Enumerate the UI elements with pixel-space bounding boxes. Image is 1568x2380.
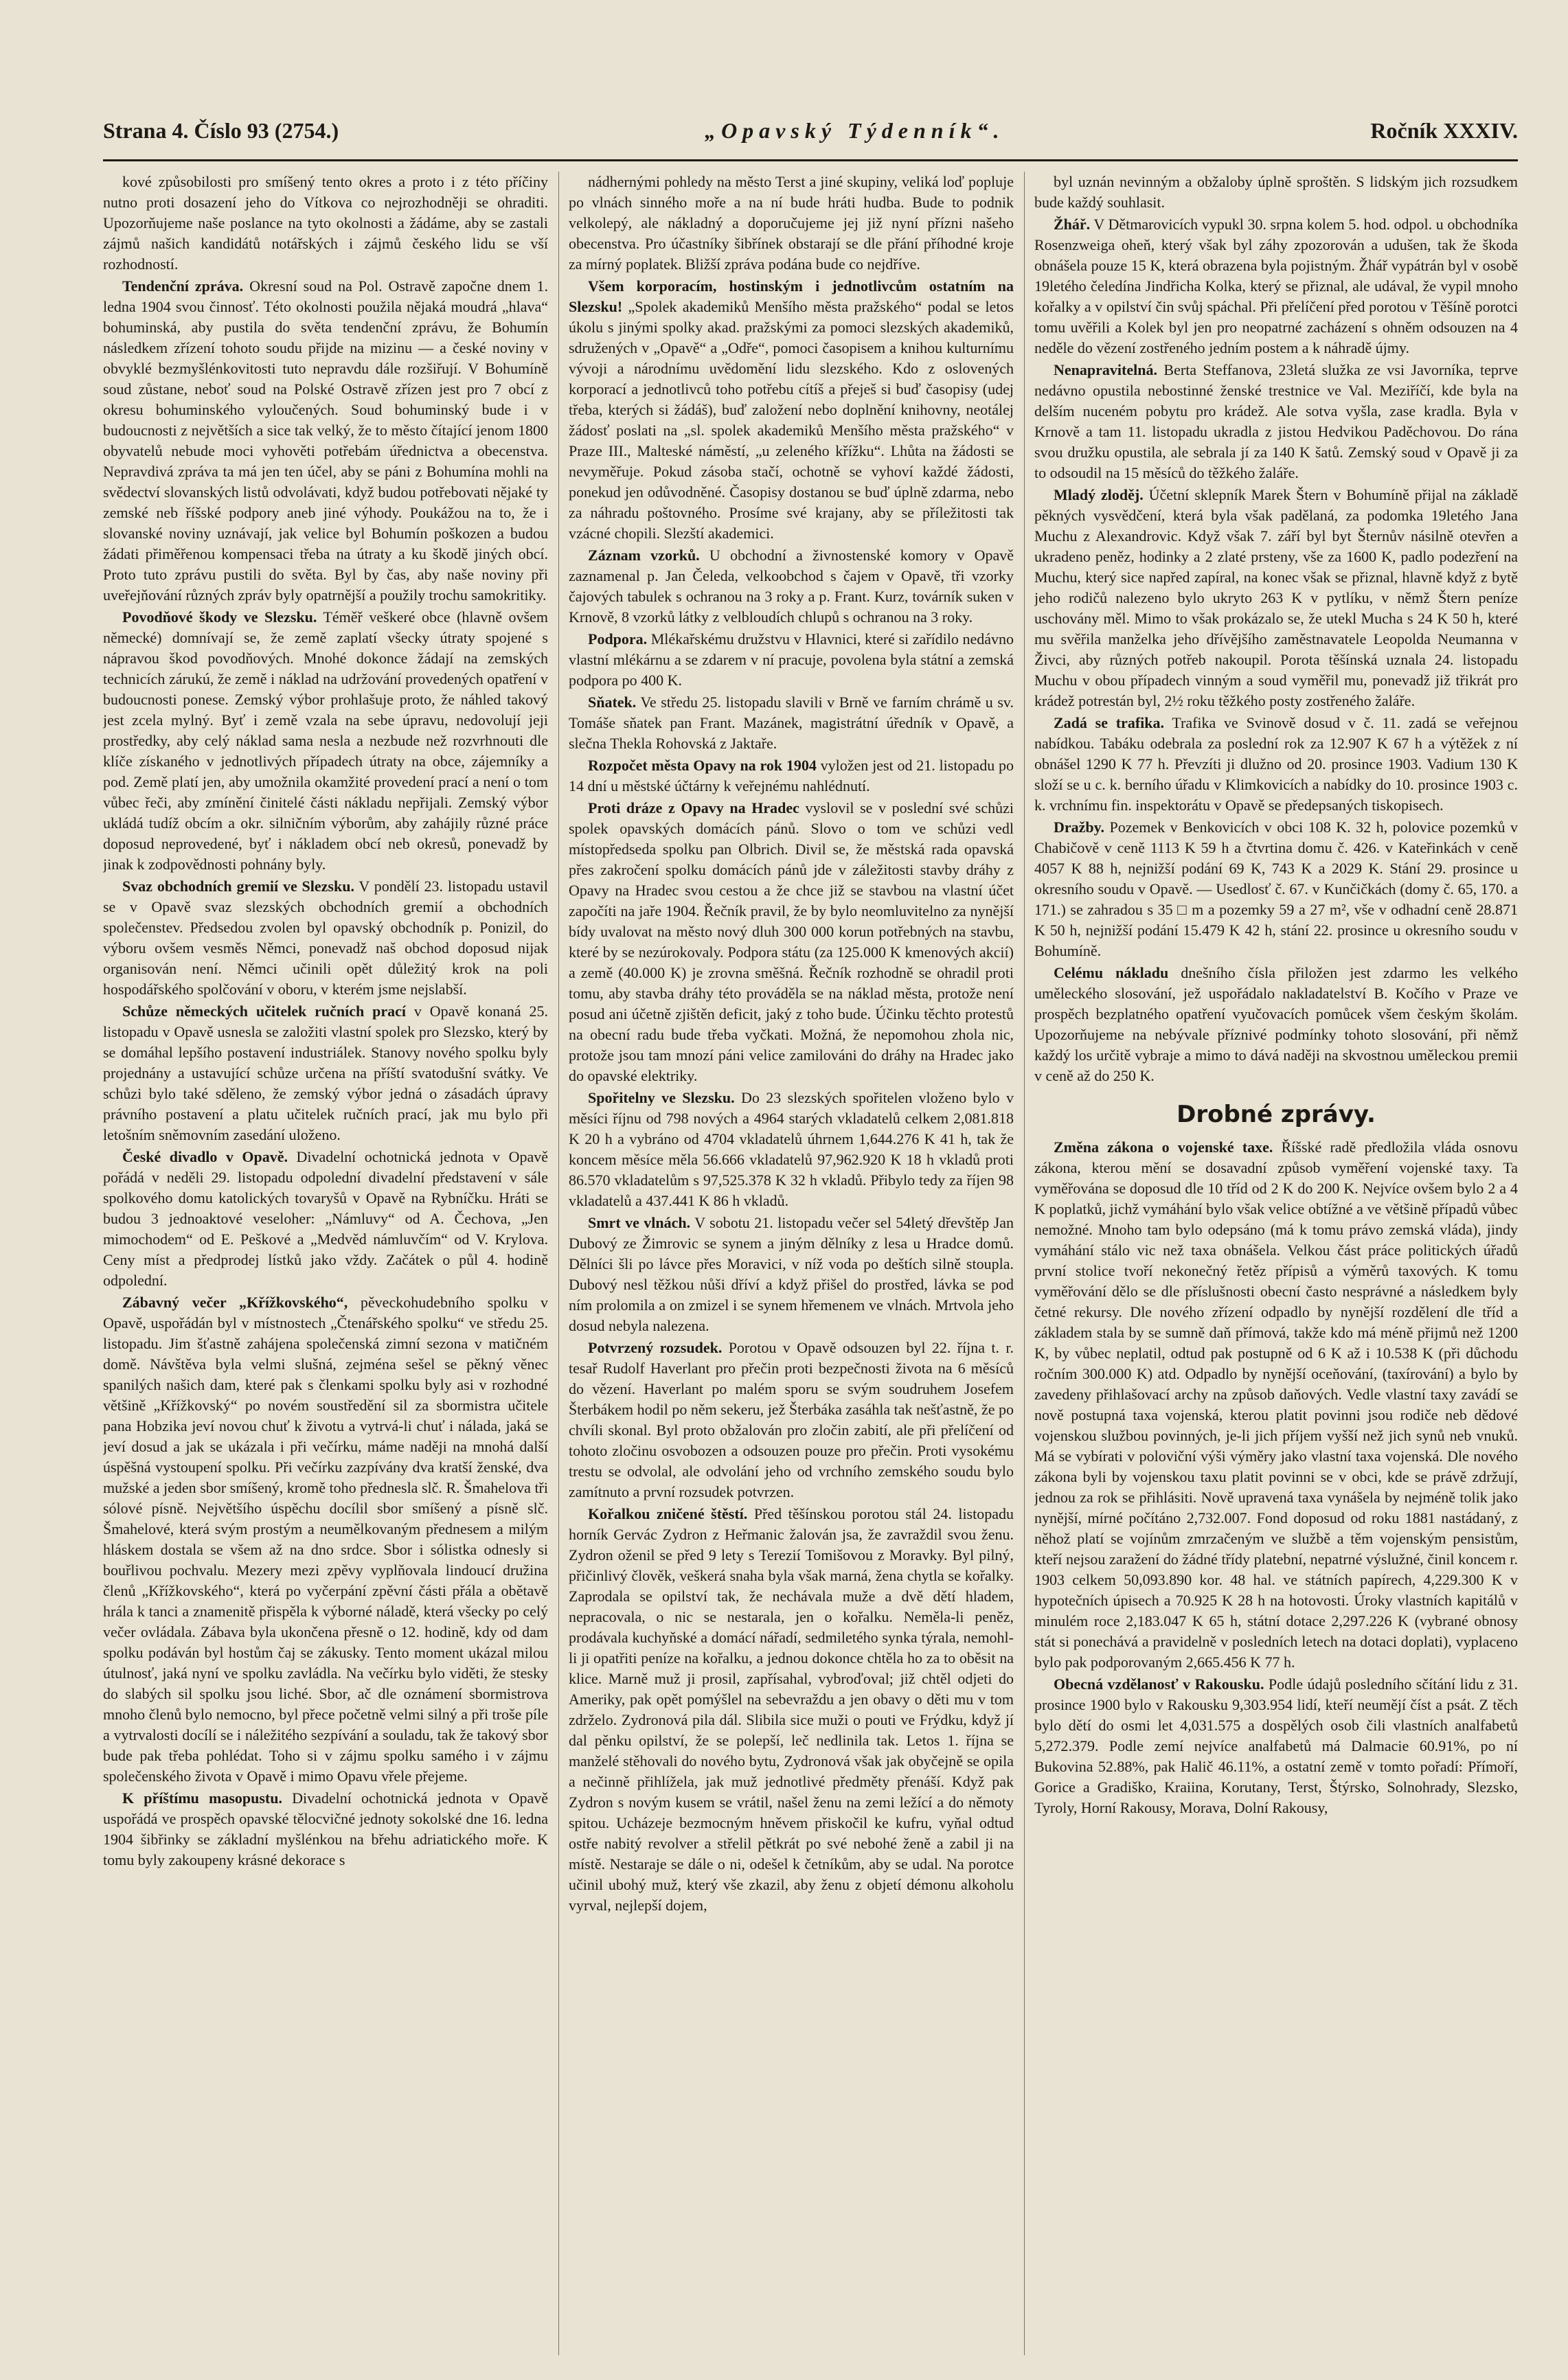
article-paragraph	[103, 172, 548, 275]
column-3-articles	[1034, 172, 1518, 1086]
article-text: Divadelní ochotnická jednota v Opavě uspořádá ve prospěch opavské tělocvičné jednoty sokolské dne 16. ledna 1904 šibřinky se základní myšlénkou na břehu adriatického moře. K tomu byly zakoupeny krásné dekorace s	[103, 1789, 548, 1868]
article-paragraph	[103, 1147, 548, 1291]
article-paragraph	[569, 276, 1014, 544]
page-header	[103, 110, 1518, 151]
article-paragraph	[569, 1504, 1014, 1916]
article-heading: Mladý zloděj.	[1054, 486, 1144, 503]
section-title: Drobné zprávy.	[1177, 1101, 1376, 1128]
article-paragraph	[103, 276, 548, 606]
article-paragraph	[569, 755, 1014, 797]
article-paragraph	[569, 545, 1014, 628]
article-paragraph	[1034, 360, 1518, 483]
column-separator	[558, 172, 559, 2355]
article-text: Před těšínskou porotou stál 24. listopadu horník Gervác Zydron z Heřmanic žalován jsa, že zavraždil svou ženu. Zydron oženil se před 9 lety s Terezií Tomišovou z Moravky. Byl pilný, přičinlivý člověk, veškerá snaha byla však marná, žena chytla se kořalky. Zaprodala se opilství tak, že nechávala muže a dvě dětí hladem, nepracovala, o nic se nestarala, jen o kořalku. Neměla-li peněz, prodávala kuchyňské a domácí nářadí, sedmiletého synka týrala, nemohl-li ji opatřiti peníze na kořalku, a jednou dokonce chtěla ho za to oběsit na klice. Marně muž ji prosil, zapřísahal, vybroďoval; již chtěl odjeti do Ameriky, pak opět pomýšlel na sebevraždu a jen obavy o děti mu v tom zdrželo. Zydronová pila dál. Slibila sice muži o pouti ve Frýdku, když jí dal pěnku opilství, že se polepší, leč nedlinila tak. Letos 1. října se manželé stěhovali do nového bytu, Zydronová však jak obyčejně se opila a nečinně přihlížela, jak muž jednotlivé předměty přenáší. Když pak Zydron s novým kusem se vrátil, našel ženu na zemi ležící a do němoty spitou. Ucházeje bezmocným hněvem přiskočil ke kufru, vyňal odtud ostře nabitý revolver a střelil pětkrát po své nebohé ženě a zabil ji na místě. Nestaraje se dále o ni, odešel k četníkům, aby se udal. Na porotce učinil ubohý muž, který vše zkazil, aby ženu z objetí démonu alkoholu vyrval, nejlepší dojem,	[569, 1505, 1014, 1914]
article-heading: Spořitelny ve Slezsku.	[588, 1089, 735, 1106]
article-paragraph	[103, 607, 548, 875]
article-heading: Proti dráze z Opavy na Hradec	[588, 799, 799, 816]
article-paragraph	[1034, 1674, 1518, 1818]
article-paragraph	[569, 1088, 1014, 1211]
article-text: dnešního čísla přiložen jest zdarmo les velkého uměleckého slosování, jež uspořádalo nakladatelství B. Kočího v Praze ve prospěch bezplatného opatření vyučovacích pomůcek všem českým školám. Upozorňujeme na nebývale příznivé podmínky tohoto slosování, při němž každý los určitě vybraje a mimo to dává naději na skvostnou uměleckou premii v ceně až do 250 K.	[1034, 964, 1518, 1084]
article-text: Okresní soud na Pol. Ostravě započne dnem 1. ledna 1904 svou činnosť. Této okolnosti použila nějaká moudrá „hlava“ bohuminská, aby pustila do světa tendenční zprávu, že Bohumín následkem zřízení tohoto soudu přijde na mizinu — a české noviny v obvyklé bezmyšlénkovitosti tuto nepravdu dále rozšiřují. V Bohumíně soud zůstane, neboť soud na Polské Ostravě zřízen jest pro 7 obcí z okresu bohuminského vyloučených. Soud bohuminský bude i v budoucnosti z největších a sice tak velký, že to město čítající jenom 1800 obyvatelů nebude moci vyhověti potřebám úřednictva a obecenstva. Nepravdivá zpráva ta má jen ten účel, aby se páni z Bohumína mohli na svědectví slovanských listů odvolávati, když budou potřebovati nějaké ty zemské neb říšské podpory aneb jiné výhody. Poukážou na to, že i slovanské noviny uznávají, jak velice byl Bohumín poškozen a budou žádati přiměřenou kompensaci třeba na útraty a ku škodě jiných obcí. Proto tuto zprávu pustili do světa. Byl by čas, aby naše noviny při uveřejňování různých zpráv byly opatrnější a použily trochu samokritiky.	[103, 277, 548, 604]
article-heading: Schůze německých učitelek ručních prací	[122, 1003, 406, 1020]
article-paragraph	[1034, 214, 1518, 358]
article-paragraph	[1034, 485, 1518, 711]
article-paragraph	[103, 1001, 548, 1145]
column-separator	[1024, 172, 1025, 2355]
article-heading: Záznam vzorků.	[588, 547, 700, 564]
article-heading: Celému nákladu	[1054, 964, 1169, 981]
column-2	[569, 172, 1014, 2355]
article-text: V Dětmarovicích vypukl 30. srpna kolem 5. hod. odpol. u obchodníka Rosenzweiga oheň, který však byl záhy zpozorován a udušen, tak že škoda obnášela pouze 15 K, která obrazena byla pojistným. Žhář vypátrán byl v osobě 19letého čeledína Jindřicha Kolka, který se přiznal, ale udával, že vypil mnoho kořalky a v opilství čin svůj spáchal. Při přelíčení před porotou v Těšíně porotci tomu uvěřili a Kolek byl jen pro neopatrné zacházení s ohněm odsouzen na 4 neděle do vězení zostřeného jedním postem a k náhradě újmy.	[1034, 216, 1518, 356]
article-text: Účetní sklepník Marek Štern v Bohumíně přijal na základě pěkných vysvědčení, která byla však padělaná, za podomka 19letého Jana Muchu z Alexandrovic. Když však 7. září byl byt Šternův násilně otevřen a ukradeno peněz, hodinky a 2 zlaté prsteny, vše za 1600 K, padlo podezření na Muchu, který sice napřed zapíral, na konec však se přiznal, hlavně když z bytě jeho rodičů nalezeno bylo ukryto 263 K v pytlíku, v němž Štern peníze uschovány měl. Mimo to však prokázalo se, že utekl Mucha s 24 K 50 h, které mu svěřila manželka jeho dřívějšího zaměstnavatele Leopolda Neumanna v Živci, aby různých potřeb nakoupil. Porota těšínská uznala 24. listopadu Muchu v obou případech vinným a soud vyměřil mu, ponevadž již třikrát pro krádež potrestán byl, 2½ roku těžkého posty zostřeného žaláře.	[1034, 486, 1518, 709]
article-text: Říšské radě předložila vláda osnovu zákona, kterou mění se dosavadní způsob vyměření vojenské taxy. Ta vyměřována se doposud dle 10 tříd od 2 K do 200 K. Nejvíce ovšem bylo 2 a 4 K poplatků, jichž vymáhání bylo však velice obtížné a ve většině případů vůbec nemožné. Mnoho tam bylo odepsáno (má k tomu právo zemská vláda), jindy vymáhání stálo vic než taxa obnášela. Velkou část práce politických úřadů první stolice tvoří nekonečný řetěz přípisů a výměrů taxových. K tomu vyměřování dělo se dle příslušnosti obecní často nesprávné a následkem byly četné rekursy. Dle nového zřízení odpadlo by nynější rozdělení dle tříd a základem stala by se sumně daň přímová, takže kdo má méně přijmů než 1200 K, by vůbec neplatil, odtud pak postupně od 6 K až i 10.538 K (při důchodu ročním 300.000 K) atd. Odpadlo by nynější oceňování, (taxírování) a bylo by zavedeny přihlašovací archy na způsob daňových. Vedle vlastní taxy zavádí se nově postupná taxa vojenská, kterou platit povinni jsou rodiče neb dědové vojenskou službou povinných, je-li jich příjem vyšší než jich synů neb vnuků. Má se vybírati v poloviční výši výměry jako vlastní taxa vojenská. Dle nového zákona byli by vojenskou taxu platit povinni se v obci, kde se právě zdržují, jednou za rok se přihlásiti. Nově upravená taxa vynášela by nejméně tolik jako nynější, mírné počítáno 2,732.007. Fond doposud od roku 1881 nastádaný, z něhož platí se vojínům zmrzačeným ve službě a těm vojenským pensistům, kteří nejsou zaražení do žádné třídy platební, nepatrné výslužné, činil koncem r. 1903 celkem 50,093.890 kor. 48 hal. ve státních papírech, 4,229.300 K v hypotečních úpisech a 70.925 K 28 h na hotovosti. Úroky vlastních kapitálů v minulém roce 2,183.047 K 65 h, státní dotace 2,297.226 K (vybrané obnosy stát si ponechává a pravidelně v posledních letech na dotaci doplati), vyplaceno bylo pak podporovaným 2,665.456 K 77 h.	[1034, 1138, 1518, 1671]
article-text: vyslovil se v poslední své schůzi spolek opavských domácích pánů. Slovo o tom ve schůzi vedl místopředseda spolku pan Olbrich. Divil se, že městská rada opavská přes zakročení spolku domácích pánů jde v záležitosti stavby dráhy z Opavy na Hradec svou cestou a že chce již se stavbou na vlastní účet započíti na jaře 1904. Řečník pravil, že by bylo neomluvitelno za nynější bídy uvalovat na město nový dluh 300 000 korun potřebných na stavbu, které by se nezúrokovaly. Podpora státu (za 125.000 K kmenových akcií) a země (40.000 K) je zrovna směšná. Řečník rozhodně se ohradil proti tomu, aby stavba dráhy této prováděla se na náklad města, protože není posud ani účetně zjištěn deficit, jaký z toho bude. Účinku těchto protestů na obecní radu bude třeba vyčkati. Možná, že nepomohou zhola nic, protože jsou tam mnozí páni velice zamilováni do dráhy na Hradec jako do opavské elektriky.	[569, 799, 1014, 1084]
article-text: Podle údajů posledního sčítání lidu z 31. prosince 1900 bylo v Rakousku 9,303.954 lidí, kteří neumějí číst a psát. Z těch bylo dětí do osmi let 4,031.575 a dospělých osob čili vlastních analfabetů 5,272.379. Podle zemí nejvíce analfabetů má Dalmacie 60.91%, po ní Bukovina 52.88%, pak Halič 46.11%, a ostatní země v tomto pořadí: Přímoří, Gorice a Gradiško, Kraiina, Korutany, Terst, Štýrsko, Solnohrady, Slezsko, Tyroly, Horní Rakousy, Morava, Dolní Rakousy,	[1034, 1675, 1518, 1816]
article-heading: Kořalkou zničené štěstí.	[588, 1505, 748, 1522]
header-volume: Ročník XXXIV.	[1370, 117, 1518, 143]
article-heading: Změna zákona o vojenské taxe.	[1054, 1138, 1273, 1156]
article-heading: Žhář.	[1054, 216, 1091, 233]
article-paragraph	[1034, 172, 1518, 213]
article-heading: Sňatek.	[588, 694, 637, 711]
header-issue: Strana 4. Číslo 93 (2754.)	[103, 117, 339, 143]
article-paragraph	[1034, 817, 1518, 961]
article-paragraph	[1034, 963, 1518, 1086]
article-paragraph	[569, 172, 1014, 275]
article-paragraph	[1034, 713, 1518, 816]
article-heading: Zábavný večer „Křížkovského“,	[122, 1294, 348, 1311]
article-text: V pondělí 23. listopadu ustavil se v Opavě svaz slezských obchodních gremií a obchodních společenstev. Předsedou zvolen byl opavský obchodník p. Ponizil, do výboru ovšem vesměs Němci, ponevadž naš obchod doposud nijak organisován není. Němci učinili opět důležitý krok na poli hospodářského spolčování v oboru, v kterém jsme nejslabší.	[103, 878, 548, 998]
article-heading: Rozpočet města Opavy na rok 1904	[588, 757, 817, 774]
article-heading: Obecná vzdělanosť v Rakousku.	[1054, 1675, 1264, 1693]
header-rule	[103, 159, 1518, 161]
article-text: kové způsobilosti pro smíšený tento okres a proto i z této příčiny nutno proti dosazení jeho do Vítkova co nejrozhodněji se ohraditi. Upozorňujeme naše poslance na tyto okolnosti a žádáme, aby se zastali zájmů našich kandidátů notářských i zájmů českého lidu se vší rozhodností.	[103, 173, 548, 273]
article-paragraph	[103, 1292, 548, 1787]
article-text: Pozemek v Benkovicích v obci 108 K. 32 h, polovice pozemků v Chabičově v ceně 1113 K 59 h a čtvrtina domu č. 426. v Kateřinkách v ceně 4057 K 88 h, nejnižší podání 69 K, 743 K a 2029 K. Stání 29. prosince u okresního soudu v Opavě. — Usedlosť č. 67. v Kunčičkách (domy č. 65, 170. a 171.) se zahradou s 35 □ m a pozemky 59 a 27 m², vše v odhadní ceně 28.871 K 50 h, nejnižší podání 15.479 K 42 h, stání 22. prosince u okresního soudu v Bohumíně.	[1034, 819, 1518, 959]
article-text: Divadelní ochotnická jednota v Opavě pořádá v neděli 29. listopadu odpolední divadelní představení v sále spolkového domu katolických tovaryšů v Opavě na Rybníčku. Hráti se budou 3 jednoaktové veseloher: „Námluvy“ od A. Čechova, „Jen mimochodem“ od E. Peškové a „Medvěd námluvčím“ od V. Krylova. Ceny míst a předprodej lístků jako vždy. Začátek o půl 4. hodině odpolední.	[103, 1148, 548, 1289]
article-text: pěveckohudebního spolku v Opavě, uspořádán byl v místnostech „Čtenářského spolku“ ve středu 25. listopadu. Jim šťastně zahájena společenská zimní sezona v matičném domě. Návštěva byla velmi slušná, zejména sešel se pěkný věnec spanilých našich dam, které pak s členkami spolku byly asi v rozhodné většině „Křížkovský“ po novém soustředění sil za sbormistra učitele pana Hobzika jeví novou chuť k životu a vytrvá-li chuť i nálada, jaká se jeví dosud a jak se ukázala i při večírku, máme naději na mnohá další úspěšná vystoupení spolku. Při večírku zazpívány dva kratší ženské, dva mužské a jeden sbor smíšený, kromě toho přednesla slč. R. Šmahelova tři sólové písně. Největšího úspěchu docílil sbor smíšený a písně slč. Šmahelové, která svým prostým a neumělkovaným přednesem a milým hláskem dostala se všem až na dno srdce. Sbor i sólistka odnesly si bouřlivou pochvalu. Mezery mezi zpěvy vyplňovala lindoucí družina členů „Křížkovského“, která po vyčerpání zpěvní části přála a obětavě hrála k tanci a znamenitě přispěla k výborné náladě, která všecky po celý večer ovládala. Zábava byla ukončena přesně o 12. hodině, kdy od dam spolku podáván byl hostům čaj se zákusky. Tento moment ukázal milou útulnosť, jaká nyní ve spolku zavládla. Na večírku bylo viděti, že stesky do slabých sil spolku jsou liché. Sbor, ač dle oznámení sbormistrova mnoho členů bylo nemocno, byl přece početně velmi silný a při troše píle a vytrvalosti docílí se i náležitého sezpívání a souladu, tak že takový sbor bude pak třeba pohlédat. Toho si v zájmu spolku samého i v zájmu společenského života v Opavě i mimo Opavu vřele přejeme.	[103, 1294, 548, 1785]
article-heading: Smrt ve vlnách.	[588, 1214, 691, 1231]
article-heading: Povodňové škody ve Slezsku.	[122, 608, 317, 626]
article-heading: Nenapravitelná.	[1054, 361, 1157, 378]
column-1	[103, 172, 548, 2355]
article-heading: Podpora.	[588, 630, 648, 648]
article-text: v Opavě konaná 25. listopadu v Opavě usnesla se založiti vlastní spolek pro Slezsko, který by se domáhal lepšího postavení industriálek. Stanovy nového spolku byly projednány a ustavující schůze určena na příští svatodušní svátky. Ve schůzi bylo také sděleno, že zemský výbor jedná o zásadách úpravy právního postavení a platu učitelek ručních prací, jak mu bylo při letošním sněmovním zasedání uloženo.	[103, 1003, 548, 1143]
article-heading: Potvrzený rozsudek.	[588, 1339, 723, 1356]
article-text: Mlékařskému družstvu v Hlavnici, které si zařídilo nedávno vlastní mlékárnu a se zdarem v ní pracuje, povolena byla státní a zemská podpora po 400 K.	[569, 630, 1014, 689]
article-heading: České divadlo v Opavě.	[122, 1148, 288, 1165]
article-text: U obchodní a živnostenské komory v Opavě zaznamenal p. Jan Čeleda, velkoobchod s čajem v Opavě, tři vzorky čajových tabulek s ochranou na 3 roky a p. Frant. Kurz, továrník suken v Krnově, 8 vzorků látky z velbloudích chlupů s ochranou na 3 roky.	[569, 547, 1014, 626]
article-text: „Spolek akademiků Menšího města pražského“ podal se letos úkolu s jinými spolky akad. pražskými za pomoci slezských akademiků, sdružených v „Opavě“ a „Odře“, pomoci časopisem a knihou kulturnímu vývoji a národnímu uvědomění lidu slezského. Kdo z oslovených korporací a jednotlivců toho potřebu cítíš a přeješ si buď časopisy (udej třeba, kterých si žádáš), buď založení nebo doplnění knihovny, neotálej žádosť poslati na „sl. spolek akademiků Menšího města pražského“ v Praze III., Malteské náměstí, „u zeleného křížku“. Lhůta na žádosti se nevyměřuje. Pokud zásoba stačí, ochotně se vyhoví každé žádosti, ponekud jen odůvodněné. Časopisy dostanou se buď úplně zdarma, nebo za náhradu poštovného. Prosíme své krajany, aby se příležitosti tak vzácné chopili. Slezští akademici.	[569, 298, 1014, 542]
column-3-short-news	[1034, 1137, 1518, 1818]
article-heading: Tendenční zpráva.	[122, 277, 244, 295]
article-paragraph	[1034, 1137, 1518, 1673]
article-heading: K příštímu masopustu.	[122, 1789, 282, 1807]
article-heading: Všem korporacím, hostinským i jednotlivcům ostatním na Slezsku!	[569, 277, 1014, 315]
article-text: vyložen jest od 21. listopadu po 14 dní u městské účtárny k veřejnému nahlédnutí.	[569, 757, 1014, 794]
article-text: Téměř veškeré obce (hlavně ovšem německé) domnívají se, že země zaplatí všecky útraty spojené s nápravou škod povodňových. Mnohé dokonce žádají na zemských technicích zárukú, že země i náklad na udržování provedených opatření v budoucnosti ponese. Zemský výbor prohlašuje proto, že náhled takový jest zcela mylný. Byť i země vzala na sebe úpravu, nedovolují jeji prostředky, aby celý náklad sama nesla a nezbude než rozvrhnouti dle klíče získaného v jednotlivých případech útraty na obce, zájemníky a pod. Země platí jen, aby umožnila okamžité provedení prací a není o tom vůbec řeči, aby zmínění činitelé části nákladu nepřijali. Zemský výbor ukládá tudíž obcím a okr. silničním výborům, aby zahájily různé práce doposud neprovedené, byť i nákladem obcí neb okresů, ponevadž by jinak k zodpovědnosti pohnány byly.	[103, 608, 548, 873]
column-3	[1034, 172, 1518, 2355]
article-paragraph	[569, 1213, 1014, 1336]
article-text: byl uznán nevinným a obžaloby úplně sproštěn. S lidským jich rozsudkem bude každý souhlasit.	[1034, 173, 1518, 211]
article-text: Trafika ve Svinově dosud v č. 11. zadá se veřejnou nabídkou. Tabáku odebrala za poslední rok za 12.907 K 67 h a výtěžek z ní obnášel 1290 K 77 h. Převzíti ji dlužno od 20. prosince 1903. Vadium 130 K složí se u c. k. berního úřadu v Klimkovicích a nabídky do 10. prosince 1903 c. k. vrchnímu fin. inspektorátu v Opavě se předepsaných tiskopisech.	[1034, 714, 1518, 814]
article-paragraph	[103, 1788, 548, 1870]
article-heading: Dražby.	[1054, 819, 1104, 836]
article-text: Ve středu 25. listopadu slavili v Brně ve farním chrámě u sv. Tomáše sňatek pan Frant. Mazánek, magistrátní úředník v Opavě, a slečna Thekla Rohovská z Jaktaře.	[569, 694, 1014, 752]
newspaper-page	[103, 96, 1518, 2362]
article-paragraph	[569, 1338, 1014, 1502]
article-text: V sobotu 21. listopadu večer sel 54letý dřevštěp Jan Dubový ze Žimrovic se synem a jiným dělníky z lesa u Hradce domů. Dělníci šli po lávce přes Moravici, v níž voda po deštích silně stoupla. Dubový nesl těžkou nůši dříví a když přišel do prostřed, lávka se pod ním prolomila a on zmizel i se synem hřemenem ve vlnách. Mrtvola jeho dosud nebyla nalezena.	[569, 1214, 1014, 1334]
article-text: nádhernými pohledy na město Terst a jiné skupiny, veliká loď popluje po vlnách sinného moře a na ní bude hráti hudba. Bude to podnik velkolepý, ale nákladný a doporučujeme jej již nyní přízni našeho obecenstva. Pro účastníky šibřínek obstarají se dle přání příhodné kroje za mírný poplatek. Bližší zpráva podána bude co nejdříve.	[569, 173, 1014, 273]
article-text: Do 23 slezských spořitelen vloženo bylo v měsíci říjnu od 798 nových a 4964 starých vkladatelů celkem 2,081.818 K 20 h a vybráno od 4704 vkladatelů úhrnem 1,644.276 K 41 h, tak že koncem měsíce měla 56.666 vkladatelů 97,962.920 K 18 h vkladů proti 86.570 vkladatelům s 97,525.378 K 32 h vkladů. Přibylo tedy za říjen 98 vkladatelů a 437.441 K 86 h vkladů.	[569, 1089, 1014, 1209]
article-heading: Svaz obchodních gremií ve Slezsku.	[122, 878, 354, 895]
article-text: Berta Steffanova, 23letá služka ze vsi Javorníka, teprve nedávno opustila nebostinné ženské trestnice ve Val. Meziříčí, kde byla na delším nuceném pobytu pro krádež. Ale sotva vyšla, zase kradla. Byla v Krnově a tam 11. listopadu ukradla z jistou Hedvikou Paděchovou. Do rána svou družku opustila, ale sebrala jí za 140 K šatů. Zemský soud v Opavě ji za to odsoudil na 15 měsíců do těžkého žaláře.	[1034, 361, 1518, 481]
masthead-title: „Opavský Týdenník“.	[705, 117, 1005, 143]
article-paragraph	[569, 798, 1014, 1086]
article-paragraph	[569, 692, 1014, 754]
article-text: Porotou v Opavě odsouzen byl 22. října t. r. tesař Rudolf Haverlant pro přečin proti bezpečnosti života na 6 měsíců do vězení. Haverlant po malém sporu se svým soudruhem Josefem Šterbákem hodil po něm sekeru, jež Šterbáka zasáhla tak nešťastně, že po chvíli skonal. Byl proto obžalován pro zločin zabití, ale při přelíčení od tohoto zločinu osvobozen a odsouzen pouze pro přečin. Proti vysokému trestu se odvolal, ale odvolání jeho od vrchního zemského soudu bylo zamítnuto a první rozsudek potvrzen.	[569, 1339, 1014, 1500]
article-heading: Zadá se trafika.	[1054, 714, 1164, 731]
article-paragraph	[569, 629, 1014, 691]
article-paragraph	[103, 876, 548, 1000]
